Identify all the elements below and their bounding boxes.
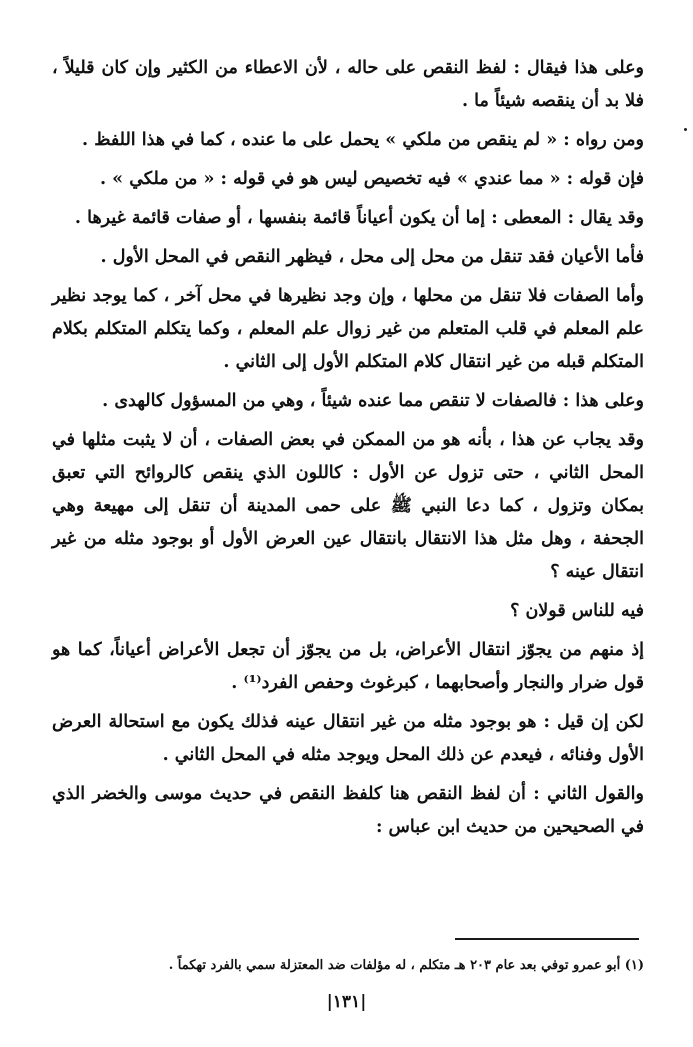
paragraph-11: لكن إن قيل : هو بوجود مثله من غير انتقال عينه فذلك يكون مع استحالة العرض الأول وفنائه ، فيعدم عن ذلك المحل ويوجد مثله في المحل الثاني . [52,712,644,765]
paragraph-6: وأما الصفات فلا تنقل من محلها ، وإن وجد نظيرها في محل آخر ، كما يوجد نظير علم المعلم في قلب المتعلم من غير زوال علم المعلم ، وكما يتكلم المتكلم بكلام المتكلم قبله من غير انتقال كلام المتكلم الأول إلى الثاني . [52,286,644,372]
main-text [52,52,644,850]
footnote-divider [455,938,639,940]
paragraph-4: وقد يقال : المعطى : إما أن يكون أعياناً قائمة بنفسها ، أو صفات قائمة غيرها . [74,208,644,228]
paragraph-8: وقد يجاب عن هذا ، بأنه هو من الممكن في بعض الصفات ، أن لا يثبت مثلها في المحل الثاني ، حتى تزول عن الأول : كاللون الذي ينقص كالروائح التي تعبق بمكان وتزول ، كما دعا النبي ﷺ على حمى المدينة أن تنقل إلى مهيعة وهي الجحفة ، وهل مثل هذا الانتقال بانتقال عين العرض الأول أو بوجود مثله من غير انتقال عينه ؟ [52,430,644,582]
paragraph-9: فيه للناس قولان ؟ [510,601,644,621]
paragraph-1: وعلى هذا فيقال : لفظ النقص على حاله ، لأن الاعطاء من الكثير وإن كان قليلاً ، فلا بد أن ينقصه شيئاً ما . [52,58,644,111]
paragraph-10: إذ منهم من يجوّز انتقال الأعراض، بل من يجوّز أن تجعل الأعراض أعياناً، كما هو قول ضرار والنجار وأصحابهما ، كبرغوث وحفص الفرد⁽¹⁾ . [52,640,644,693]
footnote: (١) أبو عمرو توفي بعد عام ٢٠٣ هـ متكلم ، له مؤلفات ضد المعتزلة سمي بالفرد تهكماً . [168,958,644,973]
paragraph-3: فإن قوله : « مما عندي » فيه تخصيص ليس هو في قوله : « من ملكي » . [100,169,644,189]
paragraph-12: والقول الثاني : أن لفظ النقص هنا كلفظ النقص في حديث موسى والخضر الذي في الصحيحين من حديث ابن عباس : [52,784,644,837]
page-number: |١٣١| [326,992,367,1012]
paragraph-2: ومن رواه : « لم ينقص من ملكي » يحمل على ما عنده ، كما في هذا اللفظ . [82,130,644,150]
paragraph-5: فأما الأعيان فقد تنقل من محل إلى محل ، فيظهر النقص في المحل الأول . [100,247,644,267]
margin-dot [684,128,687,131]
paragraph-7: وعلى هذا : فالصفات لا تنقص مما عنده شيئاً ، وهي من المسؤول كالهدى . [102,391,644,411]
